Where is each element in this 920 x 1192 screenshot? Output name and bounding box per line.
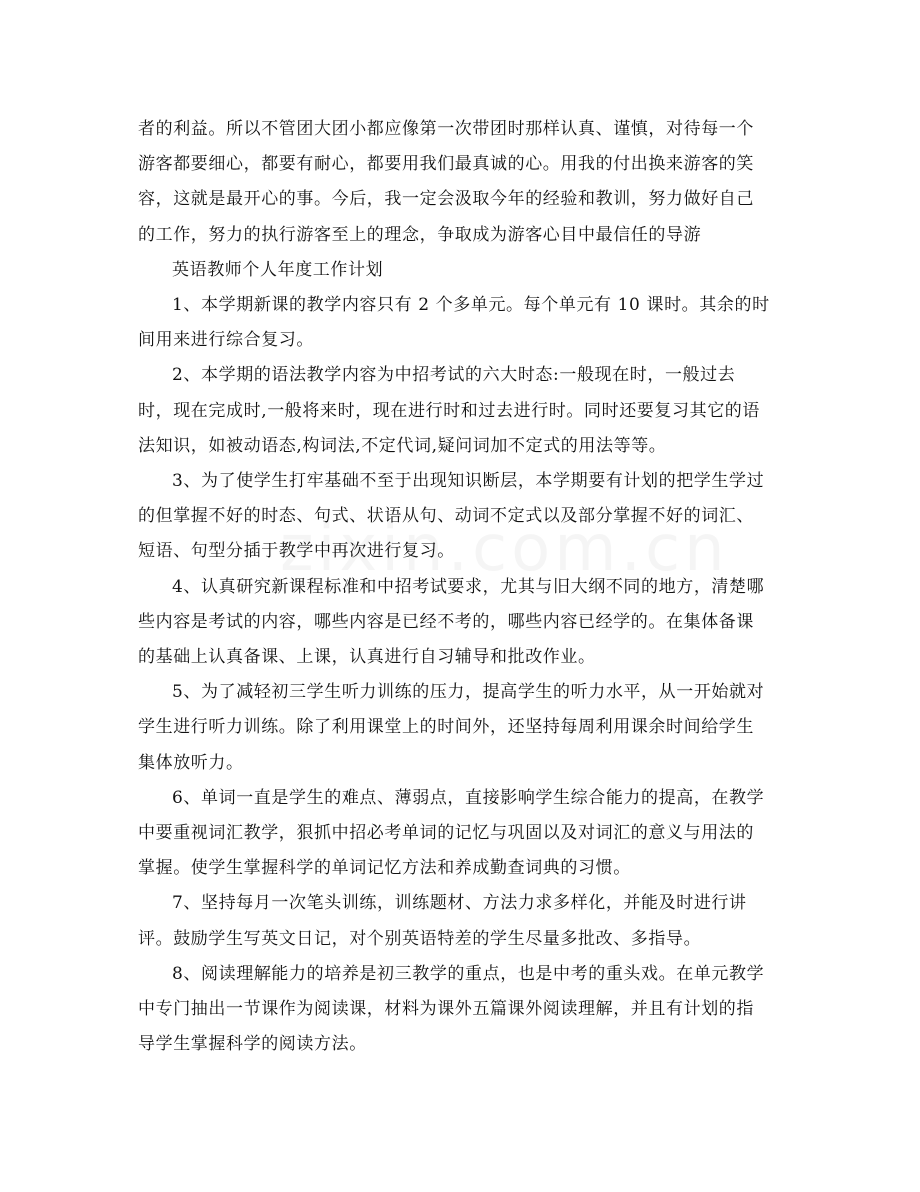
text-line: 些内容是考试的内容，哪些内容是已经不考的，哪些内容已经学的。在集体备课 <box>138 611 754 632</box>
text-line: 3、为了使学生打牢基础不至于出现知识断层，本学期要有计划的把学生学过 <box>172 471 765 492</box>
plan-item-7 <box>138 886 786 956</box>
text-line: 2、本学期的语法教学内容为中招考试的六大时态:一般现在时，一般过去 <box>172 365 736 386</box>
text-line: 间用来进行综合复习。 <box>138 330 314 351</box>
text-line: 容，这就是最开心的事。今后，我一定会汲取今年的经验和教训，努力做好自己 <box>138 189 754 210</box>
plan-item-1 <box>138 288 786 358</box>
heading-text: 英语教师个人年度工作计划 <box>172 259 384 280</box>
text-line: 学生进行听力训练。除了利用课堂上的时间外，还坚持每周利用课余时间给学生 <box>138 717 754 738</box>
text-line: 短语、句型分插于教学中再次进行复习。 <box>138 541 455 562</box>
text-line: 法知识，如被动语态,构词法,不定代词,疑问词加不定式的用法等等。 <box>138 435 667 456</box>
text-line: 7、坚持每月一次笔头训练，训练题材、方法力求多样化，并能及时进行讲 <box>172 893 747 914</box>
section-heading <box>138 253 786 288</box>
text-line: 时，现在完成时,一般将来时，现在进行时和过去进行时。同时还要复习其它的语 <box>138 400 761 421</box>
plan-item-8 <box>138 957 786 1063</box>
text-line: 中要重视词汇教学，狠抓中招必考单词的记忆与巩固以及对词汇的意义与用法的 <box>138 823 754 844</box>
text-line: 者的利益。所以不管团大团小都应像第一次带团时那样认真、谨慎，对待每一个 <box>138 119 754 139</box>
text-line: 掌握。使学生掌握科学的单词记忆方法和养成勤查词典的习惯。 <box>138 858 631 879</box>
plan-item-6 <box>138 781 786 887</box>
text-line: 5、为了减轻初三学生听力训练的压力，提高学生的听力水平，从一开始就对 <box>172 682 765 703</box>
text-line: 的基础上认真备课、上课，认真进行自习辅导和批改作业。 <box>138 647 596 668</box>
text-line: 的工作，努力的执行游客至上的理念，争取成为游客心目中最信任的导游 <box>138 224 702 245</box>
plan-item-2 <box>138 358 786 464</box>
text-line: 游客都要细心，都要有耐心，都要用我们最真诚的心。用我的付出换来游客的笑 <box>138 154 754 175</box>
plan-item-3 <box>138 464 786 570</box>
text-line: 集体放听力。 <box>138 752 244 773</box>
text-line: 的但掌握不好的时态、句式、状语从句、动词不定式以及部分掌握不好的词汇、 <box>138 506 754 527</box>
document-body <box>138 112 786 1062</box>
text-line: 评。鼓励学生写英文日记，对个别英语特差的学生尽量多批改、多指导。 <box>138 928 702 949</box>
plan-item-5 <box>138 675 786 781</box>
plan-item-4 <box>138 570 786 676</box>
paragraph-continuation <box>138 112 786 253</box>
text-line: 4、认真研究新课程标准和中招考试要求，尤其与旧大纲不同的地方，清楚哪 <box>172 576 765 597</box>
text-line: 8、阅读理解能力的培养是初三教学的重点，也是中考的重头戏。在单元教学 <box>172 963 765 984</box>
text-line: 中专门抽出一节课作为阅读课，材料为课外五篇课外阅读理解，并且有计划的指 <box>138 999 754 1020</box>
text-line: 1、本学期新课的教学内容只有 2 个多单元。每个单元有 10 课时。其余的时 <box>172 295 770 316</box>
text-line: 导学生掌握科学的阅读方法。 <box>138 1034 367 1055</box>
text-line: 6、单词一直是学生的难点、薄弱点，直接影响学生综合能力的提高，在教学 <box>172 787 765 808</box>
